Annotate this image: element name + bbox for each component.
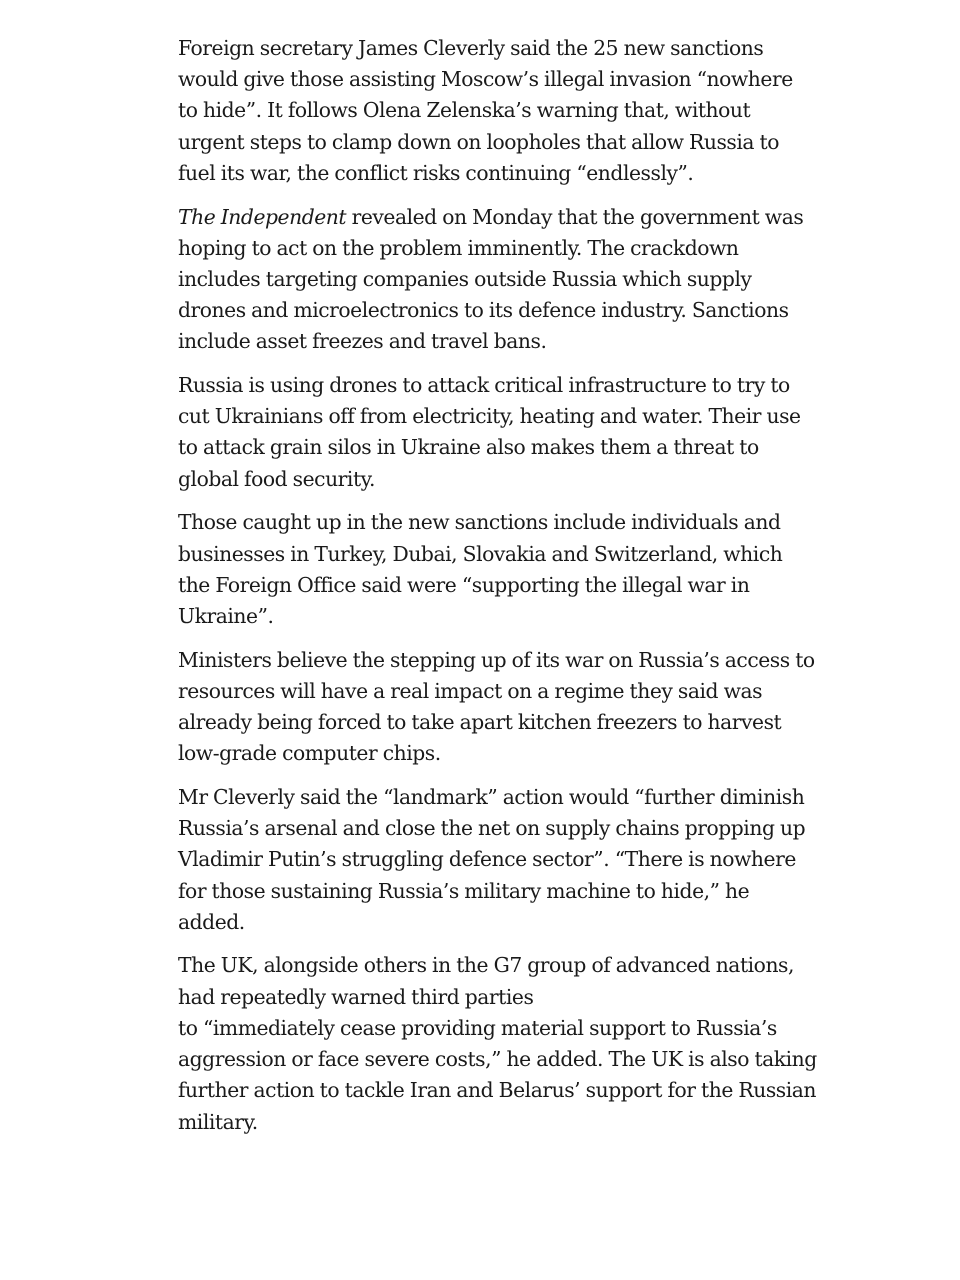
paragraph-3 <box>178 370 801 495</box>
text-line: The UK, alongside others in the G7 group of advanced nations, <box>178 953 795 978</box>
text-line: includes targeting companies outside Russia which supply <box>178 266 752 291</box>
text-line: aggression or face severe costs,” he added. The UK is also taking <box>178 1047 817 1072</box>
text-fragment: revealed on Monday that the government was <box>346 204 804 229</box>
text-line: urgent steps to clamp down on loopholes that allow Russia to <box>178 129 780 154</box>
text-line: businesses in Turkey, Dubai, Slovakia and Switzerland, which <box>178 541 783 566</box>
text-line: further action to tackle Iran and Belarus’ support for the Russian <box>178 1078 817 1103</box>
text-line: Ministers believe the stepping up of its war on Russia’s access to <box>178 647 815 672</box>
text-line: Those caught up in the new sanctions include individuals and <box>178 510 781 535</box>
text-line: added. <box>178 909 245 934</box>
text-line: include asset freezes and travel bans. <box>178 329 547 354</box>
text-line: to hide”. It follows Olena Zelenska’s warning that, without <box>178 98 751 123</box>
paragraph-5 <box>178 645 815 770</box>
text-line: Mr Cleverly said the “landmark” action would “further diminish <box>178 784 805 809</box>
paragraph-2 <box>178 202 804 358</box>
text-line: global food security. <box>178 466 375 491</box>
text-line: would give those assisting Moscow’s illegal invasion “nowhere <box>178 67 793 92</box>
text-line: already being forced to take apart kitchen freezers to harvest <box>178 710 782 735</box>
text-line: resources will have a real impact on a regime they said was <box>178 678 763 703</box>
paragraph-6 <box>178 782 806 938</box>
publication-name: The Independent <box>178 204 347 229</box>
text-line: the Foreign Office said were “supporting the illegal war in <box>178 572 750 597</box>
text-line: military. <box>178 1109 258 1134</box>
text-line: Russia is using drones to attack critical infrastructure to try to <box>178 373 790 398</box>
text-line: Vladimir Putin’s struggling defence sector”. “There is nowhere <box>178 847 796 872</box>
text-line: had repeatedly warned third parties <box>178 984 534 1009</box>
text-line: drones and microelectronics to its defence industry. Sanctions <box>178 298 789 323</box>
text-line: Russia’s arsenal and close the net on supply chains propping up <box>178 816 806 841</box>
text-line: low-grade computer chips. <box>178 741 441 766</box>
text-line: Foreign secretary James Cleverly said the 25 new sanctions <box>178 36 764 60</box>
text-line: fuel its war, the conflict risks continuing “endlessly”. <box>178 160 694 185</box>
text-line: hoping to act on the problem imminently. The crackdown <box>178 235 739 260</box>
text-line: Ukraine”. <box>178 603 274 628</box>
text-line: to “immediately cease providing material support to Russia’s <box>178 1015 777 1040</box>
paragraph-1 <box>178 33 793 189</box>
text-line: for those sustaining Russia’s military machine to hide,” he <box>178 878 750 903</box>
article-body <box>178 33 817 1150</box>
text-line <box>178 202 804 233</box>
text-line: cut Ukrainians off from electricity, heating and water. Their use <box>178 404 801 429</box>
text-line: to attack grain silos in Ukraine also makes them a threat to <box>178 435 759 460</box>
paragraph-7 <box>178 950 817 1137</box>
paragraph-4 <box>178 507 790 632</box>
